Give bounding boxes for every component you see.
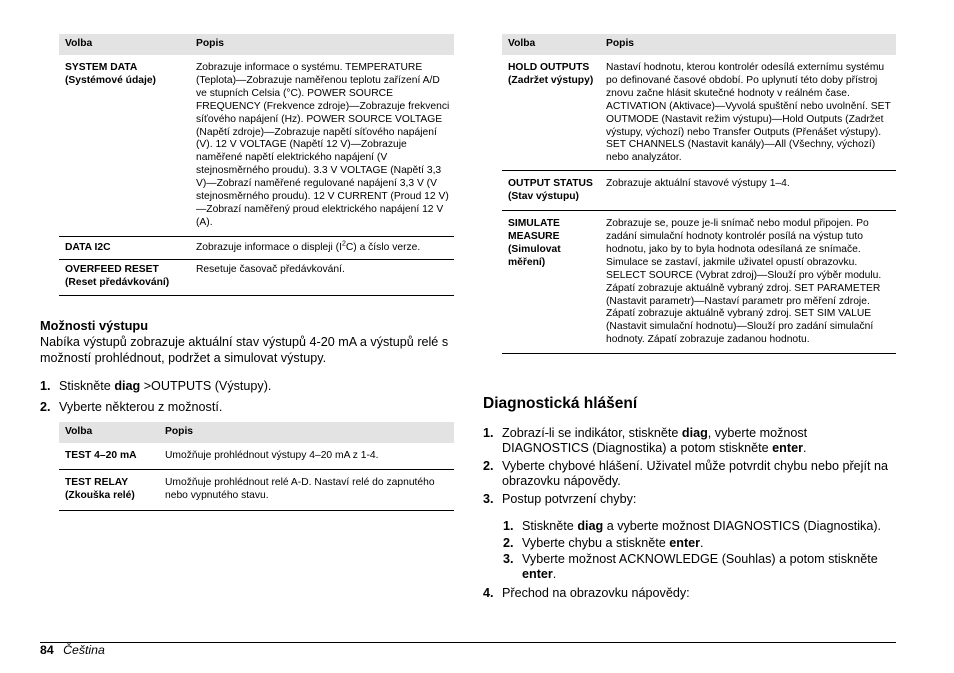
description-cell: Umožňuje prohlédnout relé A-D. Nastaví relé do zapnutého nebo vypnutého stavu.	[165, 476, 435, 501]
column-header-volba: Volba	[59, 34, 190, 55]
outputs-options-table	[502, 34, 896, 354]
step-item: 1. Zobrazí-li se indikátor, stiskněte diag, vyberte možnost DIAGNOSTICS (Diagnostika) a potom stiskněte enter.	[483, 426, 808, 456]
table-row	[502, 211, 896, 354]
description-cell: Zobrazuje se, pouze je-li snímač nebo modul připojen. Po zadání simulační hodnoty kontrolér posílá na výstup tuto hodnotu, jako by to byla hodnota odesílaná ze snímače. Simulace se zastaví, jakmile uživatel opustí obrazovku. SELECT SOURCE (Vybrat zdroj)—Slouží pro výběr modulu. Zápatí zobrazuje aktuálně vybraný zdroj. SET PARAMETER (Nastavit parametr)—Nastaví parametr pro měření zdroje. Zápatí zobrazuje aktuálně vybraný zdroj. SET SIM VALUE (Nastavit simulační hodnotu)—Slouží pro zadání simulační hodnoty. Zápatí zobrazuje zadanou hodnotu.	[606, 218, 882, 346]
intro-paragraph: Nabíka výstupů zobrazuje aktuální stav výstupů 4-20 mA a výstupů relé s možností prohlédnout, podržet a simulovat výstupy.	[40, 335, 449, 365]
column-header-volba: Volba	[59, 422, 159, 443]
table-row	[502, 55, 896, 171]
table-row	[59, 259, 454, 295]
option-cell: SIMULATE MEASURE (Simulovat měření)	[508, 218, 561, 268]
table-header	[59, 422, 454, 443]
section-title: Možnosti výstupu	[40, 318, 149, 333]
description-cell: Zobrazuje aktuální stavové výstupy 1–4.	[606, 178, 790, 190]
table-row	[59, 469, 454, 510]
table-row	[502, 171, 896, 211]
option-cell: TEST RELAY (Zkouška relé)	[65, 476, 135, 501]
footer-language: Čeština	[63, 643, 105, 657]
option-cell: SYSTEM DATA (Systémové údaje)	[65, 62, 156, 86]
substep-item: 1. Stiskněte diag a vyberte možnost DIAGNOSTICS (Diagnostika).	[503, 519, 882, 533]
table-header	[502, 34, 896, 55]
description-cell: Zobrazuje informace o systému. TEMPERATURE (Teplota)—Zobrazuje naměřenou teplotu zařízení A/D ve stupních Celsia (°C). POWER SOURCE FREQUENCY (Frekvence zdroje)—Zobrazuje frekvenci síťového napájení (Hz). POWER SOURCE VOLTAGE (Napětí zdroje)—Zobrazuje napětí síťového napájení (V). 12 V VOLTAGE (Napětí 12 V)—Zobrazuje naměřené napětí elektrického napájení (V stejnosměrného proudu). 3.3 V VOLTAGE (Napětí 3,3 V)—Zobrazí naměřené regulované napájení 3,3 V (V stejnosměrného proudu). 12 V CURRENT (Proud 12 V)—Zobrazí naměřený proud elektrického napájení 12 V (A).	[196, 62, 450, 228]
step-item: 3. Postup potvrzení chyby:	[483, 492, 637, 506]
substep-item: 3. Vyberte možnost ACKNOWLEDGE (Souhlas) a potom stiskněte enter.	[503, 552, 878, 582]
step-item: 2. Vyberte některou z možností.	[40, 400, 223, 414]
table-row	[59, 55, 454, 236]
table-header	[59, 34, 454, 55]
footer-rule	[40, 642, 896, 643]
option-cell: HOLD OUTPUTS (Zadržet výstupy)	[508, 62, 594, 86]
page-number: 84	[40, 643, 54, 657]
substep-item: 2. Vyberte chybu a stiskněte enter.	[503, 536, 704, 550]
description-cell: Umožňuje prohlédnout výstupy 4–20 mA z 1-4.	[165, 450, 379, 461]
option-cell: TEST 4–20 mA	[65, 450, 137, 461]
table-row	[59, 443, 454, 469]
option-cell: OVERFEED RESET (Reset předávkování)	[65, 263, 170, 288]
column-header-popis: Popis	[600, 34, 896, 55]
system-data-table	[59, 34, 454, 296]
description-cell: Resetuje časovač předávkování.	[196, 263, 345, 275]
option-cell: OUTPUT STATUS (Stav výstupu)	[508, 178, 593, 203]
diagnostics-heading: Diagnostická hlášení	[483, 395, 638, 412]
column-header-popis: Popis	[159, 422, 454, 443]
table-row	[59, 236, 454, 259]
outputs-table	[59, 422, 454, 511]
footer	[40, 643, 105, 657]
step-item: 4. Přechod na obrazovku nápovědy:	[483, 586, 690, 600]
column-header-volba: Volba	[502, 34, 600, 55]
description-cell: Nastaví hodnotu, kterou kontrolér odesílá externímu systému po definované časové období. Po uplynutí této doby přístroj znovu začne hlásit skutečné hodnoty v reálném čase. ACTIVATION (Aktivace)—Vyvolá spuštění nebo uvolnění. SET OUTMODE (Nastavit režim výstupu)—Hold Outputs (Zadržet výstupy, výchozí) nebo Transfer Outputs (Přenášet výstupy). SET CHANNELS (Nastavit kanály)—All (Všechny, výchozí) nebo analyzátor.	[606, 62, 891, 164]
step-item: 1. Stiskněte diag >OUTPUTS (Výstupy).	[40, 379, 272, 393]
description-cell: Zobrazuje informace o displeji $(I^2C)$ a číslo verze.	[196, 240, 421, 253]
option-cell: DATA I2C	[65, 241, 111, 253]
column-header-popis: Popis	[190, 34, 454, 55]
step-item: 2. Vyberte chybové hlášení. Uživatel může potvrdit chybu nebo přejít na obrazovku nápovědy.	[483, 459, 888, 489]
